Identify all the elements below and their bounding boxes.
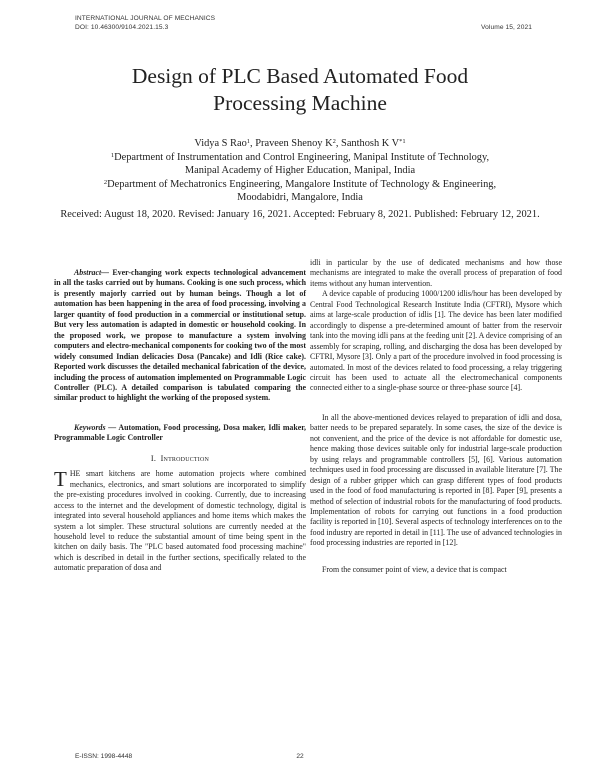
journal-header [75, 14, 215, 32]
issn: E-ISSN: 1998-4448 [75, 753, 133, 760]
drop-cap: T [54, 467, 67, 492]
section-heading-introduction: I. Introduction [150, 453, 210, 463]
abstract [54, 268, 306, 404]
affiliation-2-line-2: Moodabidri, Mangalore, India [237, 192, 363, 203]
left-column [54, 268, 306, 574]
affiliation-2: $^2$Department of Mechatronics Engineering, Mangalore Institute of Technology & Engineering, [103, 178, 497, 190]
title-line-1: Design of PLC Based Automated Food [131, 64, 469, 88]
paragraph-related-work: In all the above-mentioned devices relayed to preparation of idli and dosa, batter needs to be prepared separately. In some cases, the size of the device is not convenient, and the price of the device is not affordable for domestic use, hence making those devices suitable only for industrial large-scale production by using relays and programmable controllers [5], [6]. Various automation techniques used in food processing are discussed in available literature [7]. The design of a rubber gripper which can grasp different types of food products used in the food of food manufacturing is reported in [8]. Paper [9], presents a method of selection of industrial robots for the manufacturing of food products. Implementation of robots for carrying out functions in a food production facility is reported in [10]. Several aspects of technology interferences on to the food industry are reported in detail in [11]. The use of advanced technologies in food processing industries are reported in [12]. [310, 412, 562, 548]
abstract-label: Abstract— [74, 268, 110, 277]
abstract-text: Ever-changing work expects technological advancement in all the tasks carried out by humans. Cooking is one such process, which is presently majorly carried out by human beings. Though a lot of automation has been happening in the area of food processing, involving a larger quantity of food production in a commercial or institutional setup. But very less automation is adapted in domestic or household cooking. In the proposed work, we propose to manufacture a system involving computers and electro-mechanical components for cooking two of the most widely consumed Indian delicacies Dosa (Pancake) and Idli (Rice cake). Reported work discusses the detailed mechanical fabrication of the device, including the process of automation implemented on Programmable Logic Controller (PLC). A detailed comparison is tabulated comparing the similar product to highlight the working of the proposed system. [54, 268, 306, 403]
volume: Volume 15, 2021 [481, 24, 532, 31]
author-block [0, 137, 600, 205]
right-column [310, 258, 562, 575]
paragraph-consumer: From the consumer point of view, a device that is compact [322, 564, 507, 574]
intro-paragraph [54, 469, 306, 574]
title-line-2: Processing Machine [213, 91, 387, 115]
author-names: Vidya S Rao$^1$, Praveen Shenoy $K^2$, Santhosh K $V^{*1}$ [194, 138, 406, 149]
journal-name: INTERNATIONAL JOURNAL OF MECHANICS [75, 15, 216, 22]
intro-paragraph-text: HE smart kitchens are home automation projects where combined mechanics, electronics, and smart solutions are incorporated to simplify the pre-existing procedures involved in cooking. Currently, due to increasing access to the internet and the development of domestic technology, digital is integrated into several household appliances and home items which makes the system a lot simpler. These structural solutions are currently needed at the household level to reduce the substantial amount of time being spent in the kitchen on daily basis. The "PLC based automated food processing machine" which is described in detail in the further sections, specifically related to the automatic preparation of dosa and [54, 469, 306, 573]
paragraph-continued: idli in particular by the use of dedicated mechanisms and how those mechanisms are integrated to make the overall process of preparation of food items without any human intervention. [310, 258, 562, 288]
affiliation-1-line-2: Manipal Academy of Higher Education, Manipal, India [184, 165, 416, 176]
keywords-label: Keywords — [74, 422, 117, 432]
received-dates: Received: August 18, 2020. Revised: January 16, 2021. Accepted: February 8, 2021. Published: February 12, 2021. [60, 209, 540, 220]
keywords [54, 423, 306, 444]
paragraph-cftri: A device capable of producing 1000/1200 idlis/hour has been developed by Central Food Technological Research Institute India (CFTRI), Mysore which aims at large-scale production of idlis [1]. The device has been later modified accordingly to dispense a pre-determined amount of batter from the reservoir tank into the moving idli pans at the feeding unit [2]. A device comprising of an assembly for scraping, rolling, and discharging the dosa has been developed by CFTRI, Mysore [3]. Only a part of the procedure involved in food processing is automated. In most of the devices related to food processing, a relay triggering circuit has been used to actuate all the electromechanical components connected either to a single-phase source or three-phase source [4]. [310, 289, 562, 393]
doi: DOI: 10.46300/9104.2021.15.3 [75, 24, 169, 31]
affiliation-1: $^1$Department of Instrumentation and Control Engineering, Manipal Institute of Technology, [110, 151, 490, 163]
keywords-text: Automation, Food processing, Dosa maker, Idli maker, Programmable Logic Controller [54, 422, 306, 443]
paper-title [0, 63, 600, 117]
page-number: 22 [296, 753, 304, 760]
